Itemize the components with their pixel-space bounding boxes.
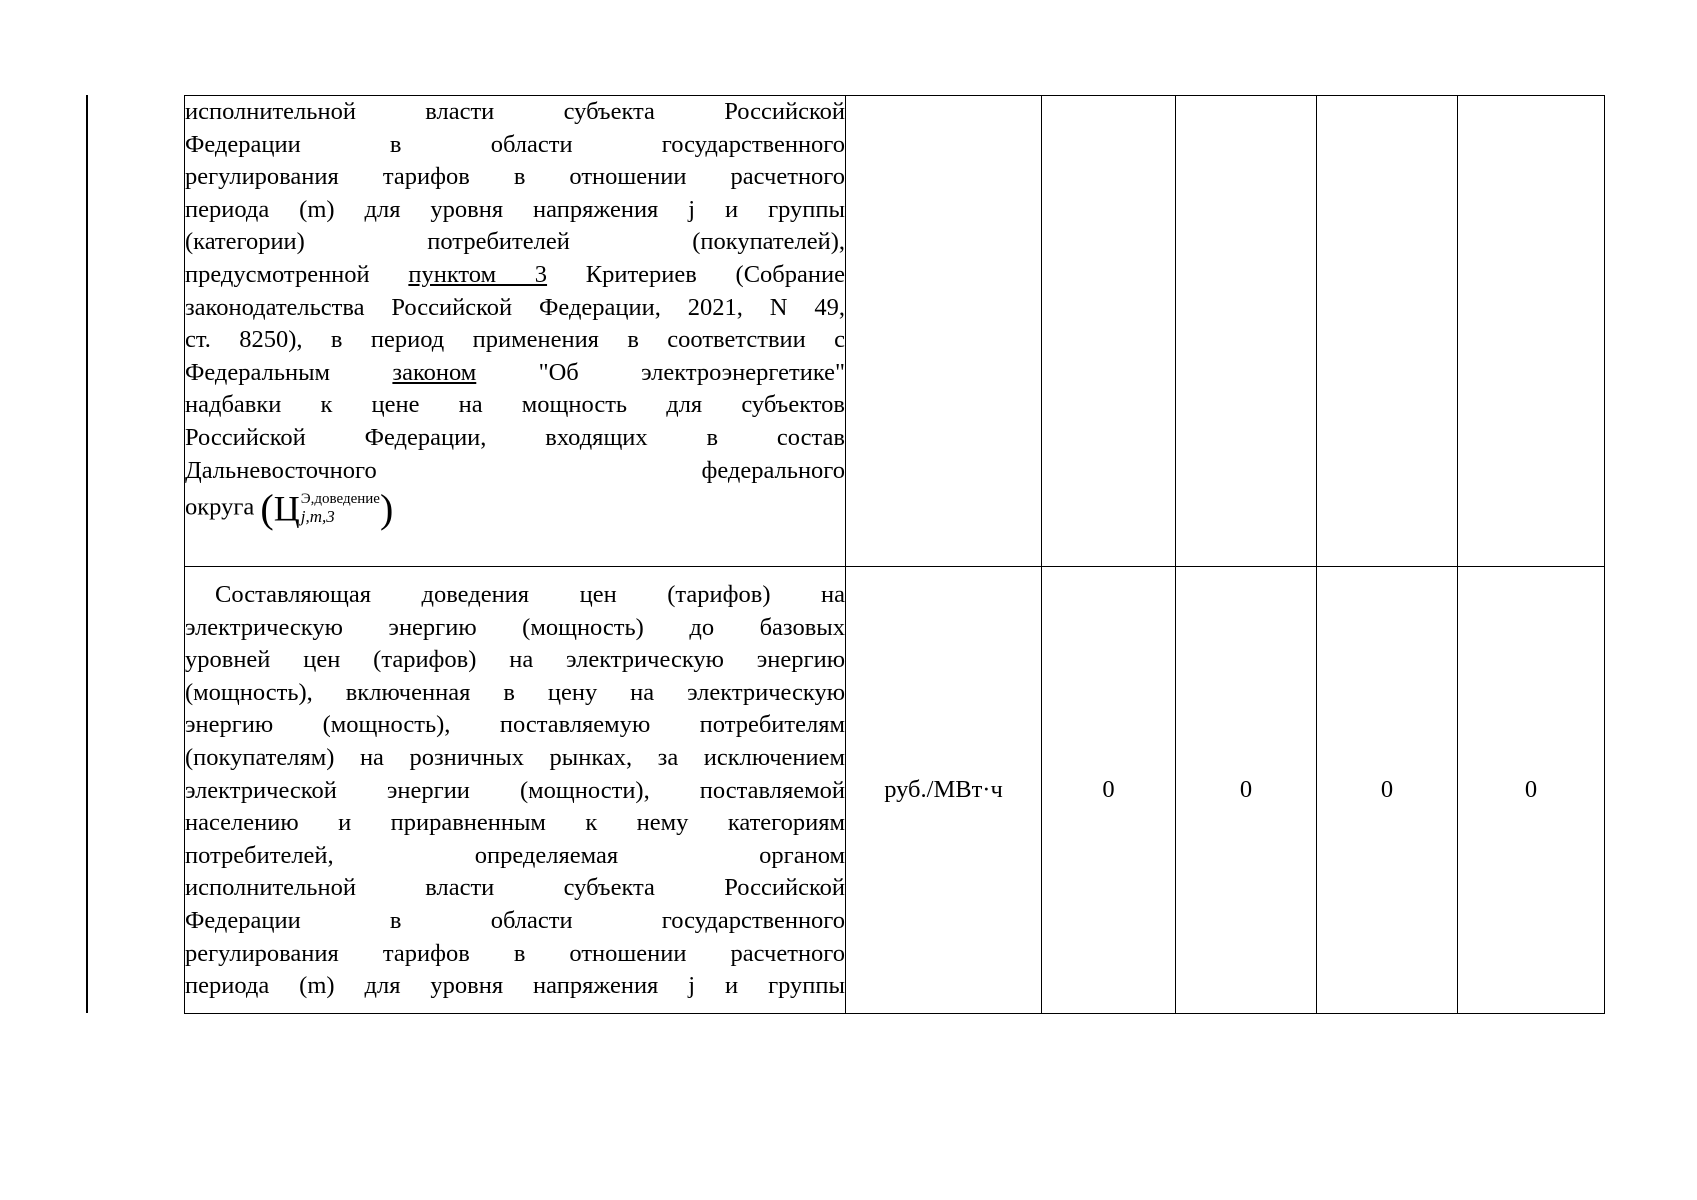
price-formula xyxy=(260,486,394,532)
text-line: (категории) потребителей (покупателей), xyxy=(185,228,845,256)
text-fragment: "Об электроэнергетике" xyxy=(476,358,846,386)
margin-rule xyxy=(86,95,88,1013)
formula-close-paren: ) xyxy=(379,486,394,532)
text-line: регулирования тарифов в отношении расчетного xyxy=(185,163,845,191)
unit-cell: руб./МВт·ч xyxy=(846,567,1042,1014)
text-line: энергию (мощность), поставляемую потребителям xyxy=(185,711,845,739)
text-line: надбавки к цене на мощность для субъектов xyxy=(185,391,845,419)
value-cell xyxy=(1317,96,1458,567)
text-fragment: округа xyxy=(185,493,255,521)
text-fragment: Критериев (Собрание xyxy=(547,260,845,288)
description-cell xyxy=(185,567,846,1014)
text-line: регулирования тарифов в отношении расчетного xyxy=(185,939,845,967)
description-cell xyxy=(185,96,846,567)
text-fragment: предусмотренной xyxy=(185,260,409,288)
text-line: Федерации в области государственного xyxy=(185,130,845,158)
table-row xyxy=(185,567,1605,1014)
text-line: Российской Федерации, входящих в состав xyxy=(185,423,845,451)
text-line: (мощность), включенная в цену на электрическую xyxy=(185,678,845,706)
value-cell: 0 xyxy=(1042,567,1176,1014)
text-line: Составляющая доведения цен (тарифов) на xyxy=(215,581,845,608)
text-line: потребителей, определяемая органом xyxy=(185,841,845,869)
formula-scripts xyxy=(301,492,380,526)
text-line: периода (m) для уровня напряжения j и группы xyxy=(185,972,845,1000)
formula-superscript: Э,доведение xyxy=(300,491,380,508)
text-line: электрическую энергию (мощность) до базовых xyxy=(185,613,845,641)
link-punkt-3[interactable]: пунктом 3 xyxy=(408,260,548,288)
table-row xyxy=(185,96,1605,567)
text-line: электрической энергии (мощности), поставляемой xyxy=(185,776,845,804)
text-line: населению и приравненным к нему категориям xyxy=(185,809,845,837)
text-line: Дальневосточного федерального xyxy=(185,456,845,484)
value-cell: 0 xyxy=(1317,567,1458,1014)
text-line: законодательства Российской Федерации, 2021, N 49, xyxy=(185,293,845,321)
formula-open-paren: ( xyxy=(260,486,274,532)
value-cell: 0 xyxy=(1458,567,1605,1014)
text-line: Федерации в области государственного xyxy=(185,906,845,934)
formula-subscript: j,m,3 xyxy=(300,507,335,527)
tariff-table xyxy=(184,95,1605,1014)
text-line: периода (m) для уровня напряжения j и группы xyxy=(185,195,845,223)
text-line: (покупателям) на розничных рынках, за исключением xyxy=(185,743,845,771)
value-cell xyxy=(1458,96,1605,567)
text-line: исполнительной власти субъекта Российской xyxy=(185,874,845,902)
text-line: уровней цен (тарифов) на электрическую энергию xyxy=(185,646,845,674)
text-fragment: Федеральным xyxy=(185,358,393,386)
value-cell xyxy=(1042,96,1176,567)
value-cell xyxy=(1176,96,1317,567)
text-line xyxy=(185,259,845,292)
value-cell: 0 xyxy=(1176,567,1317,1014)
text-line: исполнительной власти субъекта Российской xyxy=(185,98,845,125)
formula-symbol: Ц xyxy=(273,488,300,529)
link-zakon[interactable]: законом xyxy=(392,358,477,386)
unit-cell xyxy=(846,96,1042,567)
text-line: ст. 8250), в период применения в соответствии с xyxy=(185,326,845,354)
text-line-last xyxy=(185,486,845,532)
text-line xyxy=(185,357,845,390)
